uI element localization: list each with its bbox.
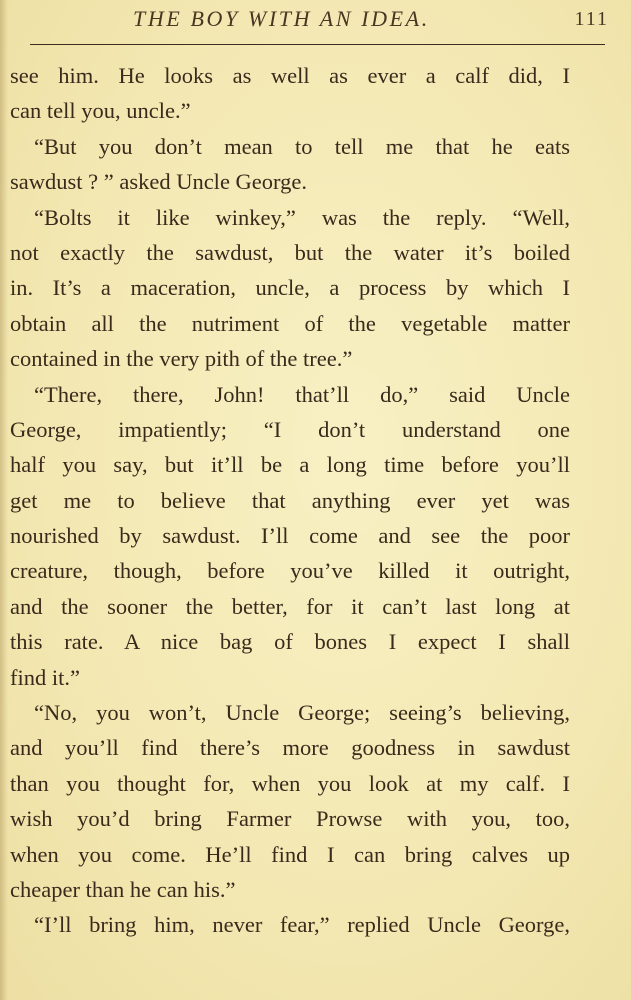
text-line: obtain all the nutriment of the vegetable matter (10, 310, 570, 336)
text-line: this rate. A nice bag of bones I expect I shall (10, 629, 570, 655)
text-line: get me to believe that anything ever yet was (10, 487, 570, 513)
header-rule (30, 44, 605, 45)
text-line: see him. He looks as well as ever a calf did, I (10, 63, 570, 88)
text-line: can tell you, uncle.” (10, 98, 191, 124)
text-line: “There, there, John! that’ll do,” said Uncle (34, 381, 570, 407)
text-line: creature, though, before you’ve killed it outright, (10, 558, 570, 584)
text-line: when you come. He’ll find I can bring calves up (10, 841, 570, 867)
page-number: 111 (574, 8, 609, 30)
text-line: wish you’d bring Farmer Prowse with you, too, (10, 806, 570, 832)
text-line: half you say, but it’ll be a long time before you’ll (10, 452, 570, 478)
page-header (30, 4, 609, 38)
body-text (10, 58, 570, 943)
text-line: find it.” (10, 664, 80, 690)
text-line: and the sooner the better, for it can’t last long at (10, 593, 570, 619)
text-line: contained in the very pith of the tree.” (10, 346, 353, 372)
text-line: “I’ll bring him, never fear,” replied Uncle George, (34, 912, 570, 938)
text-line: George, impatiently; “I don’t understand one (10, 416, 570, 442)
text-line: cheaper than he can his.” (10, 876, 236, 902)
gutter-shadow (0, 0, 8, 1000)
text-line: and you’ll find there’s more goodness in sawdust (10, 735, 570, 761)
text-line: in. It’s a maceration, uncle, a process by which I (10, 275, 570, 301)
text-line: “No, you won’t, Uncle George; seeing’s believing, (34, 700, 570, 726)
text-line: than you thought for, when you look at my calf. I (10, 770, 570, 796)
text-line: “Bolts it like winkey,” was the reply. “Well, (34, 204, 570, 230)
text-line: nourished by sawdust. I’ll come and see the poor (10, 523, 570, 549)
text-line: not exactly the sawdust, but the water it’s boiled (10, 239, 570, 265)
text-line: “But you don’t mean to tell me that he eats (34, 133, 570, 159)
running-head: THE BOY WITH AN IDEA. (133, 6, 430, 31)
text-line: sawdust ? ” asked Uncle George. (10, 169, 307, 195)
